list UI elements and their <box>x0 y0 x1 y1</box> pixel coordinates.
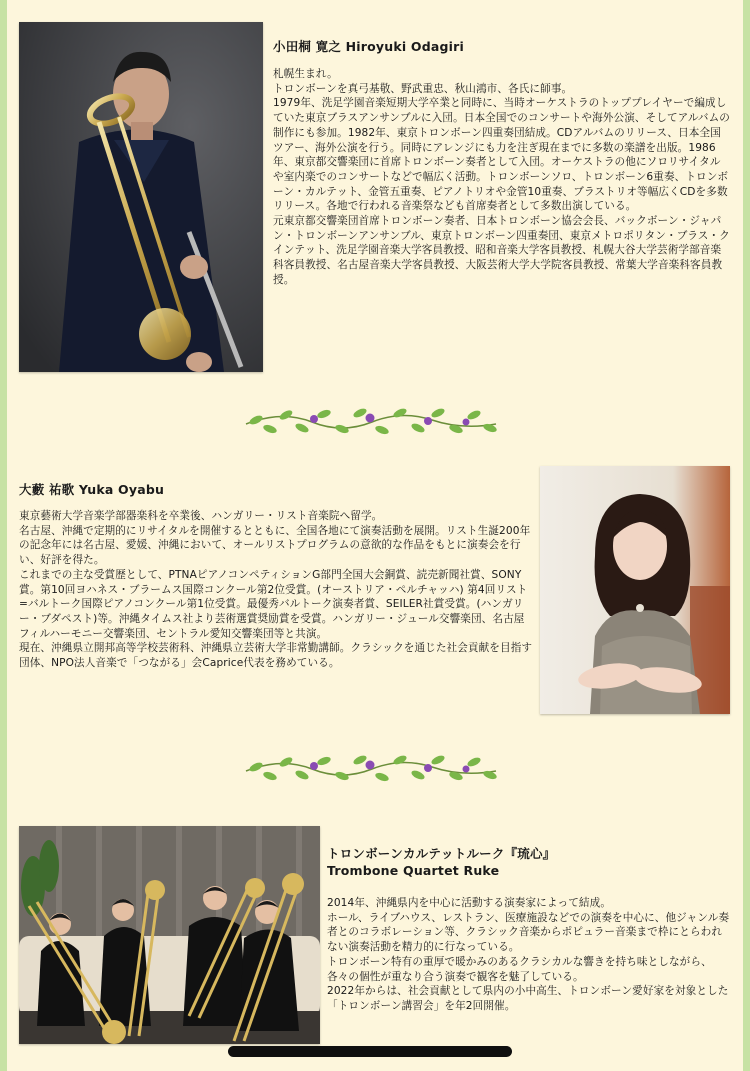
odagiri-bio-line: トロンボーンを真弓基敬、野武重忠、秋山鴻市、各氏に師事。 <box>273 82 573 95</box>
oyabu-photo <box>540 466 730 714</box>
odagiri-name: 小田桐 寛之 Hiroyuki Odagiri <box>273 39 464 54</box>
ruke-bio-line: 2022年からは、社会貢献として県内の小中高生、トロンボーン愛好家を対象とした「トロンボーン講習会」を年2回開催。 <box>327 985 729 1012</box>
ruke-bio-line: ホール、ライブハウス、レストラン、医療施設などでの演奏を中心に、他ジャンル奏者とのコラボレーション等、クラシック音楽からポピュラー音楽まで枠にとらわれない演奏活動を精力的に行なっている。 <box>327 911 730 954</box>
odagiri-bio-line: 元東京都交響楽団首席トロンボーン奏者、日本トロンボーン協会会長、バックボーン・ジャパン・トロンボーンアンサンブル、東京トロンボーン四重奏団、東京メトロポリタン・ブラス・クインテット、洗足学園音楽大学客員教授、昭和音楽大学客員教授、札幌大谷大学芸術学部音楽科客員教授、名古屋音楽大学客員教授、大阪芸術大学大学院客員教授、常葉大学音楽科客員教授。 <box>273 215 730 286</box>
odagiri-profile <box>273 38 731 288</box>
vine-divider <box>242 747 500 791</box>
trombonist-portrait-image <box>19 22 263 372</box>
oyabu-profile <box>19 481 533 671</box>
oyabu-bio-line: これまでの主な受賞歴として、PTNAピアノコンペティションG部門全国大会銅賞、読売新聞社賞、SONY賞。第10回ヨハネス・ブラームス国際コンクール第2位受賞。(オーストリア・ペルチャッハ) 第4回リスト=バルトーク国際ピアノコンクール第1位受賞。最優秀バルトーク演奏者賞、SEILER社賞受賞。(ハンガリー・ブダペスト)等。沖縄タイムス社より芸術選賞奨励賞を受賞。ハンガリー・ジュール交響楽団、名古屋フィルハーモニー交響楽団、セントラル愛知交響楽団等と共演。 <box>19 568 528 640</box>
quartet-group-image <box>19 826 320 1044</box>
ruke-bio-line: 2014年、沖縄県内を中心に活動する演奏家によって結成。 <box>327 897 612 909</box>
odagiri-photo <box>19 22 263 372</box>
oyabu-name: 大藪 祐歌 Yuka Oyabu <box>19 482 165 497</box>
ruke-profile <box>327 845 731 1014</box>
oyabu-bio-line: 現在、沖縄県立開邦高等学校芸術科、沖縄県立芸術大学非常勤講師。クラシックを通じた社会貢献を目指す団体、NPO法人音楽で「つながる」会Caprice代表を務めている。 <box>19 642 533 670</box>
ruke-name-ja: トロンボーンカルテットルーク『琉心』 <box>327 846 556 861</box>
vine-divider <box>242 400 500 444</box>
odagiri-bio-line: 1979年、洗足学園音楽短期大学卒業と同時に、当時オーケストラのトッププレイヤーで編成していた東京ブラスアンサンブルに入団。日本全国でのコンサートや海外公演、そしてアルバムの制作にも参加。1982年、東京トロンボーン四重奏団結成。CDアルバムのリリース、日本全国ツアー、海外公演を行う。同時にアレンジにも力を注ぎ現在までに多数の楽譜を出版。1986年、東京都交響楽団に首席トロンボーン奏者として入団。オーケストラの他にソロリサイタルや室内楽でのコンサートなどで幅広く活動。トロンボーンソロ、トロンボーン6重奏、トロンボーン・カルテット、金管五重奏、ピアノトリオや金管10重奏、ブラストリオ等幅広くCDを多数リリース。各地で行われる音楽祭なども首席奏者として多数出演している。 <box>273 97 730 213</box>
ruke-name-en: Trombone Quartet Ruke <box>327 863 500 878</box>
oyabu-bio-line: 東京藝術大学音楽学部器楽科を卒業後、ハンガリー・リスト音楽院へ留学。 <box>19 510 383 522</box>
ruke-bio-line: トロンボーン特有の重厚で暖かみのあるクラシカルな響きを持ち味としながら、各々の個性が重なり合う演奏で観客を魅了している。 <box>327 955 712 983</box>
ruke-photo <box>19 826 320 1044</box>
home-indicator[interactable] <box>228 1046 512 1057</box>
odagiri-bio-line: 札幌生まれ。 <box>273 68 338 80</box>
pianist-portrait-image <box>540 466 730 714</box>
oyabu-bio-line: 名古屋、沖縄で定期的にリサイタルを開催するとともに、全国各地にて演奏活動を展開。リスト生誕200年の記念年には名古屋、愛媛、沖縄において、オールリストプログラムの意欲的な作品をもとに演奏会を行い、好評を得た。 <box>19 524 531 567</box>
